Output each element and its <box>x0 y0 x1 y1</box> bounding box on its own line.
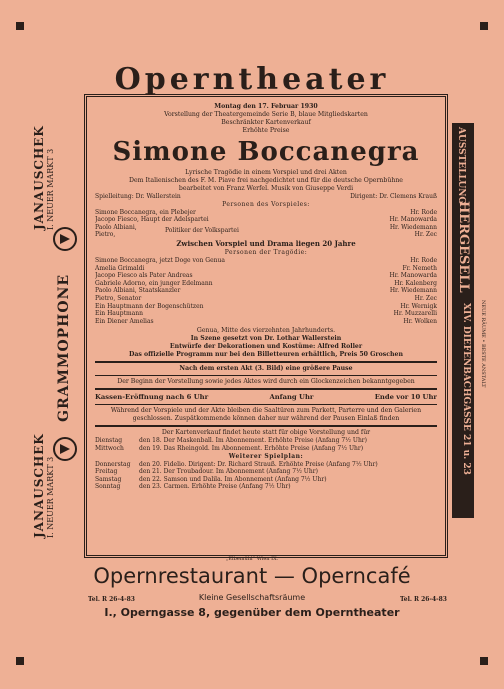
ad-extra-note: NEUE RÄUME • BESTE ANSTALT <box>480 300 486 388</box>
role-name: Paolo Albiani, <box>95 223 137 231</box>
ad-shop-name-top: JANAUSCHEK <box>32 125 46 230</box>
role-name: Jacopo Fiesco als Pater Andreas <box>95 272 193 280</box>
role-name: Ein Diener Amelias <box>95 317 154 325</box>
conductor: Dirigent: Dr. Clemens Krauß <box>350 193 437 200</box>
schedule-day: Freitag <box>95 468 118 476</box>
grammophone-ad <box>30 125 82 540</box>
playbill-frame <box>84 94 448 558</box>
actor-name: Hr. Manowarda <box>389 216 437 224</box>
actor-name: Fr. Nemeth <box>402 264 437 272</box>
upcoming-list <box>95 437 437 452</box>
actor-name: Hr. Zec <box>414 294 437 302</box>
schedule-row <box>95 476 437 484</box>
schedule-row <box>95 437 437 445</box>
ad-company-name: HERGESELL <box>456 201 471 293</box>
schedule-heading: Weiterer Spielplan: <box>228 452 304 460</box>
page-title: Operntheater <box>114 62 390 97</box>
ad-center-word: GRAMMOPHONE <box>56 273 72 422</box>
performance-series: Vorstellung der Theatergemeinde Serie B, blaue Mitgliedskarten <box>164 111 368 118</box>
start-notice: Der Beginn der Vorstellung sowie jedes Aktes wird durch ein Glockenzeichen bekanntgegeben <box>117 378 415 386</box>
politiker-label: Politiker der Volkspartei <box>165 226 239 234</box>
restaurant-name: Opernrestaurant — Operncafé <box>93 564 411 588</box>
cast-row <box>95 231 437 239</box>
actor-name: Hr. Kalenberg <box>394 279 437 287</box>
cast-row <box>95 295 437 303</box>
cast-row <box>95 272 437 280</box>
schedule-row <box>95 468 437 476</box>
cast-row <box>95 310 437 318</box>
prologue-cast-list <box>95 209 437 239</box>
design-note: Entwürfe der Dekorationen und Kostüme: Alfred Roller <box>169 343 363 351</box>
actor-name: Hr. Rode <box>410 256 437 264</box>
cast-row <box>95 257 437 265</box>
closed-doors-notice: Während der Vorspiele und der Akte bleiben die Saaltüren zum Parkett, Parterre und den Galerien geschlossen. Zuspätkommende können daher nur während der Pausen Einlaß finden <box>110 407 422 423</box>
role-name: Paolo Albiani, Staatskanzler <box>95 287 181 295</box>
pause-note: Nach dem ersten Akt (3. Bild) eine größere Pause <box>179 365 353 373</box>
opera-source-line1: Dem Italienischen des F. M. Piave frei nachgedichtet und für die deutsche Opernbühne <box>129 177 403 184</box>
tel-left: Tel. R 26-4-83 <box>88 596 135 603</box>
ticket-sale-note: Beschränkter Kartenverkauf <box>221 119 311 126</box>
actor-name: Hr. Wiedemann <box>389 223 437 231</box>
divider <box>95 425 437 427</box>
actor-name: Hr. Wolken <box>403 317 437 325</box>
performance-date: Montag den 17. Februar 1930 <box>214 103 318 110</box>
schedule-day: Mittwoch <box>95 444 124 452</box>
setting-note: Genua, Mitte des vierzehnten Jahrhunderts. <box>196 327 336 335</box>
role-name: Jacopo Fiesco, Haupt der Adelspartei <box>95 216 209 224</box>
corner-mark <box>16 22 24 30</box>
cast-row <box>95 287 437 295</box>
actor-name: Hr. Rode <box>410 208 437 216</box>
gramophone-logo-icon <box>52 436 78 462</box>
ad-shop-address: I. NEUER MARKT 3 <box>46 456 55 538</box>
role-name: Simone Boccanegra, ein Plebejer <box>95 208 196 216</box>
schedule-day: Donnerstag <box>95 460 131 468</box>
drama-heading: Personen der Tragödie: <box>224 248 308 256</box>
schedule-day: Samstag <box>95 475 122 483</box>
role-name: Ein Hauptmann <box>95 310 143 318</box>
actor-name: Hr. Zec <box>414 231 437 239</box>
schedule-row <box>95 445 437 453</box>
schedule-row <box>95 483 437 491</box>
tel-right: Tel. R 26-4-83 <box>400 596 447 603</box>
schedule-day: Dienstag <box>95 437 123 445</box>
direction-row <box>95 193 437 201</box>
schedule-text: den 22. Samson und Dalila. Im Abonnement (Anfang 7½ Uhr) <box>139 475 327 483</box>
gramophone-logo-icon <box>52 226 78 252</box>
times-row <box>95 392 437 402</box>
end-time: Ende vor 10 Uhr <box>374 393 437 402</box>
opera-genre: Lyrische Tragödie in einem Vorspiel und drei Akten <box>185 169 347 176</box>
actor-name: Hr. Manowarda <box>389 272 437 280</box>
opera-title: Simone Boccanegra <box>112 137 420 167</box>
prologue-heading: Personen des Vorspieles: <box>222 200 310 208</box>
schedule-row <box>95 461 437 469</box>
opera-source-line2: bearbeitet von Franz Werfel. Musik von Giuseppe Verdi <box>178 185 354 192</box>
divider <box>95 375 437 376</box>
cast-row <box>95 303 437 311</box>
schedule-text: den 18. Der Maskenball. Im Abonnement. Erhöhte Preise (Anfang 7½ Uhr) <box>139 437 368 445</box>
cast-row <box>95 265 437 273</box>
cast-row <box>95 216 437 224</box>
role-name: Pietro, <box>95 231 116 239</box>
sale-notice: Der Kartenverkauf findet heute statt für obige Vorstellung und für <box>161 429 371 437</box>
ad-company-address: XIV. DIEFENBACHGASSE 21 u. 23 <box>461 303 471 475</box>
schedule-list <box>95 461 437 491</box>
staging-note: In Szene gesetzt von Dr. Lothar Wallerstein <box>190 335 342 343</box>
divider <box>95 404 437 405</box>
cast-row <box>95 280 437 288</box>
cast-row <box>95 209 437 217</box>
restaurant-address: I., Operngasse 8, gegenüber dem Operntheater <box>104 606 400 619</box>
schedule-text: den 21. Der Troubadour. Im Abonnement (Anfang 7½ Uhr) <box>139 468 318 476</box>
role-name: Amelia Grimaldi <box>95 264 145 272</box>
corner-mark <box>16 657 24 665</box>
cast-row <box>95 224 437 232</box>
ad-shop-name: JANAUSCHEK <box>32 433 46 538</box>
ad-shop-address-top: I. NEUER MARKT 3 <box>46 148 55 230</box>
drama-cast-list <box>95 257 437 325</box>
actor-name: Hr. Wernigk <box>400 302 437 310</box>
schedule-text: den 23. Carmen. Erhöhte Preise (Anfang 7½ Uhr) <box>139 483 291 491</box>
program-note: Das offizielle Programm nur bei den Billetteuren erhältlich, Preis 50 Groschen <box>128 351 403 359</box>
hergesell-ad <box>452 123 474 518</box>
divider <box>95 361 437 363</box>
restaurant-rooms: Kleine Gesellschaftsräume <box>198 593 306 602</box>
actor-name: Hr. Wiedemann <box>389 287 437 295</box>
actor-name: Hr. Muzzarelli <box>393 310 437 318</box>
role-name: Gabriele Adorno, ein junger Edelmann <box>95 279 213 287</box>
price-note: Erhöhte Preise <box>242 127 290 134</box>
printer-mark: „Elbemühl“ Wien IX. <box>225 556 279 562</box>
schedule-day: Sonntag <box>95 483 121 491</box>
stage-director: Spielleitung: Dr. Wallerstein <box>95 193 181 200</box>
interlude-note: Zwischen Vorspiel und Drama liegen 20 Jahre <box>176 238 356 248</box>
schedule-text: den 20. Fidelio. Dirigent: Dr. Richard Strauß. Erhöhte Preise (Anfang 7½ Uhr) <box>139 460 378 468</box>
cast-row <box>95 318 437 326</box>
corner-mark <box>480 657 488 665</box>
role-name: Pietro, Senator <box>95 294 142 302</box>
role-name: Simone Boccanegra, jetzt Doge von Genua <box>95 256 225 264</box>
corner-mark <box>480 22 488 30</box>
schedule-text: den 19. Das Rheingold. Im Abonnement. Erhöhte Preise (Anfang 7½ Uhr) <box>139 444 364 452</box>
divider <box>95 388 437 390</box>
box-office-opening: Kassen-Eröffnung nach 6 Uhr <box>95 393 209 402</box>
role-name: Ein Hauptmann der Bogenschützen <box>95 302 204 310</box>
start-time: Anfang Uhr <box>269 393 314 402</box>
ad-exhibition-label: AUSSTELLUNG <box>456 127 466 205</box>
